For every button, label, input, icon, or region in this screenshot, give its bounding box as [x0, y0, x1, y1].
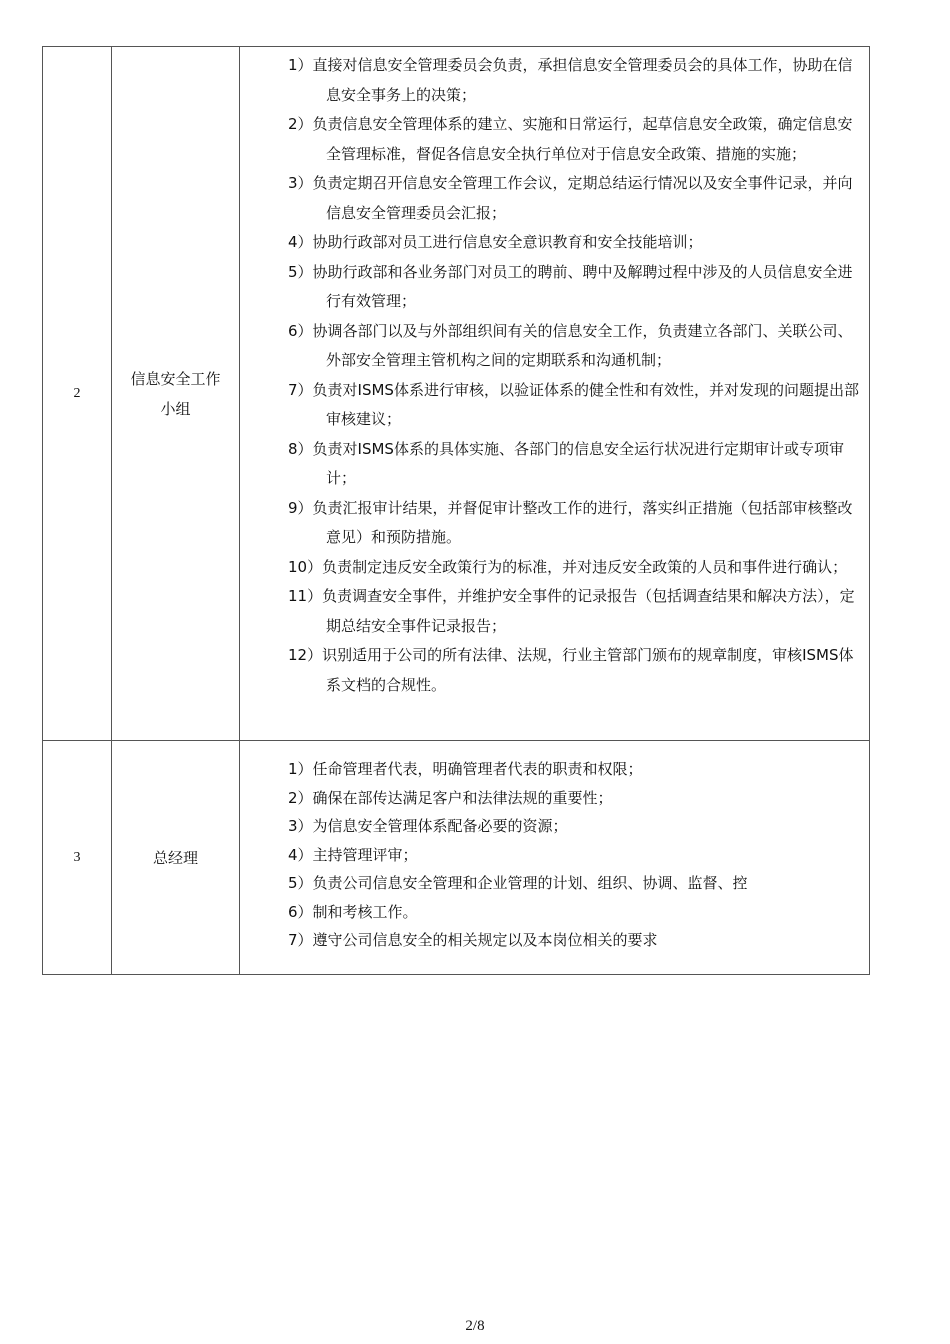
duties-cell — [240, 741, 870, 975]
duties-table — [42, 46, 870, 975]
table-row — [43, 47, 870, 741]
role-cell — [112, 47, 240, 741]
duty-item: 6）协调各部门以及与外部组织间有关的信息安全工作，负责建立各部门、关联公司、外部安全管理主管机构之间的定期联系和沟通机制； — [288, 321, 853, 369]
duty-item: 1）直接对信息安全管理委员会负责，承担信息安全管理委员会的具体工作，协助在信息安全事务上的决策； — [288, 56, 853, 104]
role-name: 总经理 — [152, 848, 198, 867]
duty-item: 3）负责定期召开信息安全管理工作会议，定期总结运行情况以及安全事件记录，并向信息安全管理委员会汇报； — [288, 174, 853, 222]
duty-item: 2）负责信息安全管理体系的建立、实施和日常运行，起草信息安全政策，确定信息安全管理标准，督促各信息安全执行单位对于信息安全政策、措施的实施； — [288, 115, 853, 163]
row-number: 2 — [43, 47, 112, 741]
role-name: 信息安全工作小组 — [130, 369, 221, 418]
duty-item: 8）负责对ISMS体系的具体实施、各部门的信息安全运行状况进行定期审计或专项审计； — [288, 439, 844, 487]
row-number: 3 — [43, 741, 112, 975]
duty-item: 7）遵守公司信息安全的相关规定以及本岗位相关的要求 — [288, 931, 658, 949]
duty-item: 2）确保在部传达满足客户和法律法规的重要性； — [288, 788, 613, 807]
duty-item: 4）主持管理评审； — [288, 845, 418, 864]
duty-item: 10）负责制定违反安全政策行为的标准，并对违反安全政策的人员和事件进行确认； — [288, 557, 848, 576]
duty-item: 1）任命管理者代表，明确管理者代表的职责和权限； — [288, 760, 643, 778]
duty-item: 7）负责对ISMS体系进行审核，以验证体系的健全性和有效性，并对发现的问题提出部审核建议； — [288, 380, 859, 428]
duty-item: 5）负责公司信息安全管理和企业管理的计划、组织、协调、监督、控 — [288, 874, 748, 892]
table-row — [43, 741, 870, 975]
duty-item: 11）负责调查安全事件，并维护安全事件的记录报告（包括调查结果和解决方法），定期总结安全事件记录报告； — [288, 587, 855, 635]
duty-item: 4）协助行政部对员工进行信息安全意识教育和安全技能培训； — [288, 233, 703, 251]
duty-item: 3）为信息安全管理体系配备必要的资源； — [288, 817, 568, 835]
duty-item: 9）负责汇报审计结果，并督促审计整改工作的进行，落实纠正措施（包括部审核整改意见）和预防措施。 — [288, 498, 853, 546]
role-cell — [112, 741, 240, 975]
page-number: 2/8 — [465, 1318, 485, 1334]
duties-cell — [240, 47, 870, 741]
duty-item: 6）制和考核工作。 — [288, 902, 418, 921]
duty-item: 12）识别适用于公司的所有法律、法规，行业主管部门颁布的规章制度，审核ISMS体系文档的合规性。 — [288, 646, 854, 694]
duty-item: 5）协助行政部和各业务部门对员工的聘前、聘中及解聘过程中涉及的人员信息安全进行有效管理； — [288, 262, 853, 310]
